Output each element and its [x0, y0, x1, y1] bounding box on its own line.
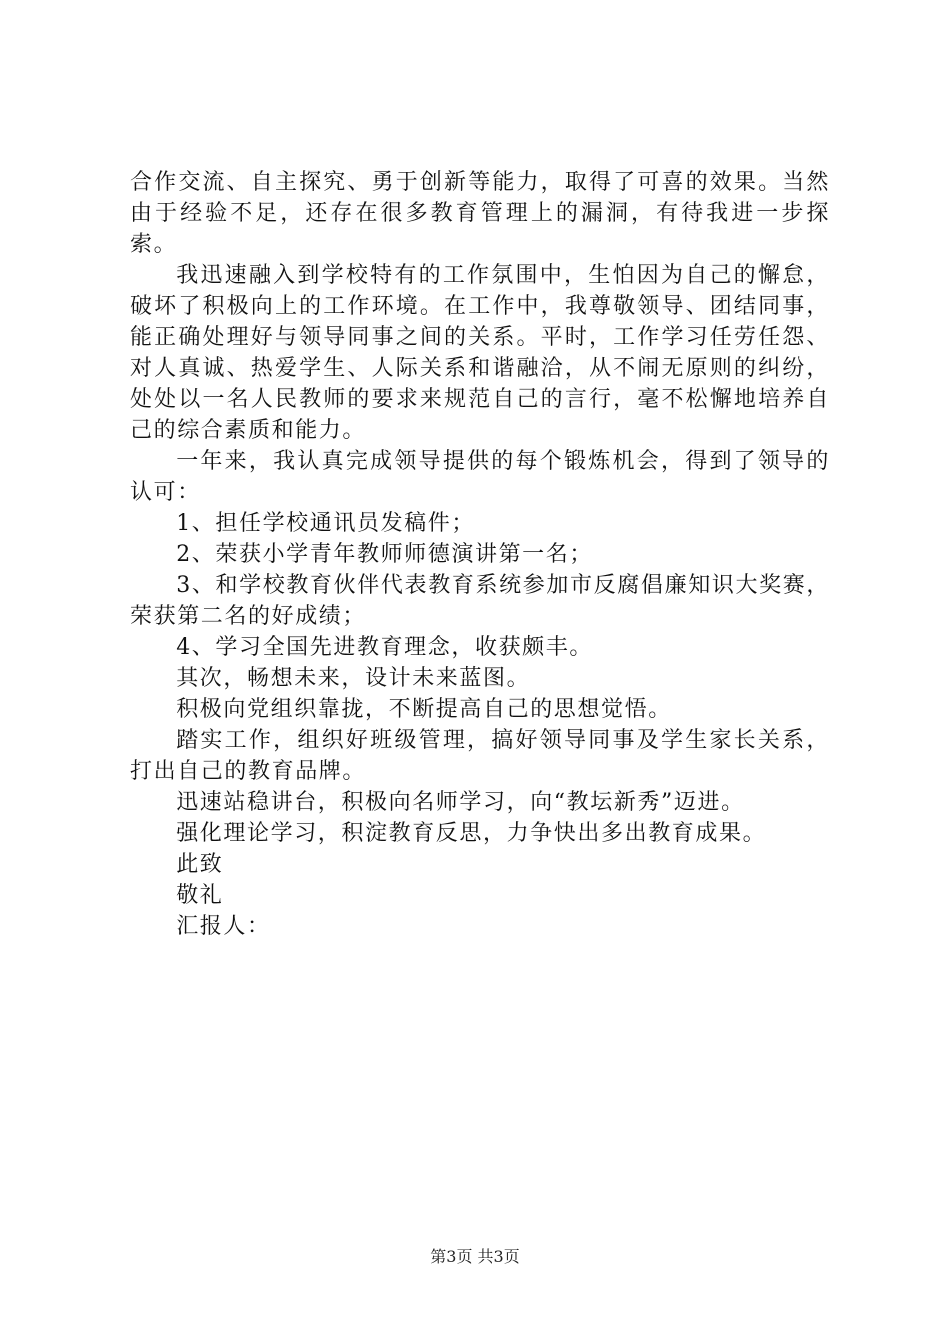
paragraph: 一年来，我认真完成领导提供的每个锻炼机会，得到了领导的认可： — [130, 449, 830, 505]
list-item: 3、和学校教育伙伴代表教育系统参加市反腐倡廉知识大奖赛，荣获第二名的好成绩； — [130, 573, 830, 629]
paragraph: 其次，畅想未来，设计未来蓝图。 — [176, 666, 531, 691]
paragraph: 迅速站稳讲台，积极向名师学习，向“教坛新秀”迈进。 — [176, 790, 745, 815]
closing-regards: 敬礼 — [176, 883, 224, 908]
reporter-signature-line: 汇报人： — [176, 914, 271, 939]
paragraph: 强化理论学习，积淀教育反思，力争快出多出教育成果。 — [176, 821, 767, 846]
list-item: 4、学习全国先进教育理念，收获颇丰。 — [176, 635, 593, 660]
paragraph: 我迅速融入到学校特有的工作氛围中，生怕因为自己的懈怠，破坏了积极向上的工作环境。在工作中，我尊敬领导、团结同事，能正确处理好与领导同事之间的关系。平时，工作学习任劳任怨、对人真诚、热爱学生、人际关系和谐融洽，从不闹无原则的纠纷，处处以一名人民教师的要求来规范自己的言行，毫不松懈地培养自己的综合素质和能力。 — [130, 263, 830, 443]
list-item: 1、担任学校通讯员发稿件； — [176, 511, 475, 536]
page-number-footer: 第3页 共3页 — [430, 1247, 520, 1266]
document-body — [130, 167, 830, 942]
closing-salutation: 此致 — [176, 852, 224, 877]
paragraph: 踏实工作，组织好班级管理，搞好领导同事及学生家长关系，打出自己的教育品牌。 — [130, 728, 830, 784]
paragraph: 积极向党组织靠拢，不断提高自己的思想觉悟。 — [176, 697, 672, 722]
paragraph: 合作交流、自主探究、勇于创新等能力，取得了可喜的效果。当然由于经验不足，还存在很多教育管理上的漏洞，有待我进一步探索。 — [130, 170, 830, 257]
list-item: 2、荣获小学青年教师师德演讲第一名； — [176, 542, 593, 567]
